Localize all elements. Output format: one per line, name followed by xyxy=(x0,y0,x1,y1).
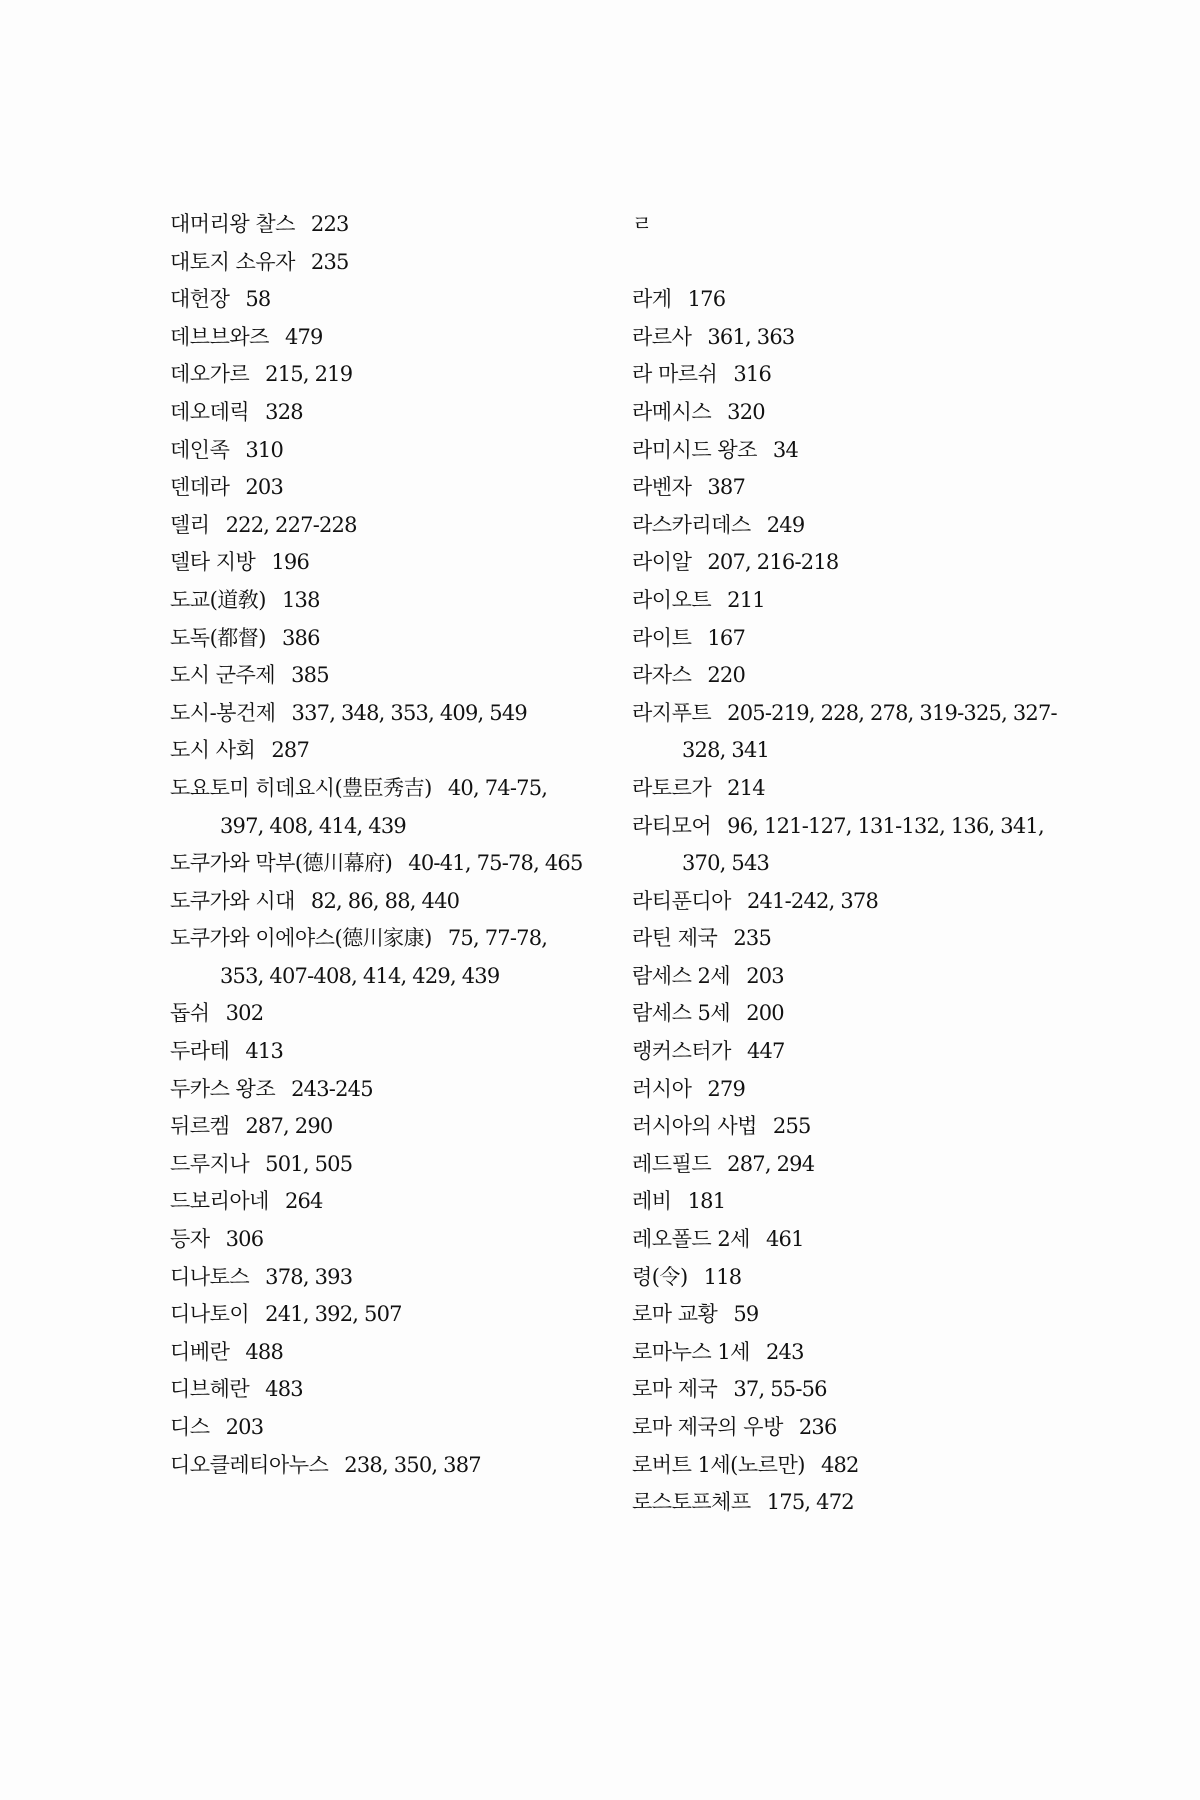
index-term: 디나토스 xyxy=(170,1264,250,1289)
index-pages: 255 xyxy=(772,1114,811,1139)
index-pages: 479 xyxy=(284,324,323,349)
index-entry xyxy=(632,432,1082,470)
index-pages: 385 xyxy=(291,663,329,688)
index-entry xyxy=(170,319,620,357)
index-entry xyxy=(170,356,620,394)
index-entry xyxy=(170,1221,620,1259)
index-pages-continued: 397, 408, 414, 439 xyxy=(220,813,406,838)
index-term: 도쿠가와 막부(德川幕府) xyxy=(170,851,393,876)
index-term: 랭커스터가 xyxy=(632,1039,731,1064)
index-term: 라 마르쉬 xyxy=(632,362,718,387)
index-pages: 461 xyxy=(765,1227,804,1252)
index-term: 도시 군주제 xyxy=(170,663,276,688)
index-term: 라메시스 xyxy=(632,399,712,424)
index-term: 로마누스 1세 xyxy=(632,1339,750,1364)
index-entry xyxy=(632,1183,1082,1221)
index-term: 도시 사회 xyxy=(170,738,256,763)
index-term: 도독(都督) xyxy=(170,625,266,650)
index-entry xyxy=(632,1371,1082,1409)
index-entry xyxy=(632,1484,1082,1522)
index-term: 대헌장 xyxy=(170,287,230,312)
index-pages: 249 xyxy=(766,512,805,537)
index-entry xyxy=(170,995,620,1033)
index-entry xyxy=(170,281,620,319)
index-column-right xyxy=(632,206,1082,1522)
index-term: 디스 xyxy=(170,1415,210,1439)
index-pages: 214 xyxy=(727,775,765,800)
index-term: 라토르가 xyxy=(632,775,712,800)
index-term: 라자스 xyxy=(632,663,692,688)
index-pages: 222, 227-228 xyxy=(225,512,357,537)
index-term: 데인족 xyxy=(170,437,230,462)
index-entry xyxy=(170,1071,620,1109)
index-pages: 37, 55-56 xyxy=(733,1377,827,1402)
index-term: 덴데라 xyxy=(170,475,230,500)
index-term: 라이트 xyxy=(632,625,692,650)
index-pages: 138 xyxy=(281,587,320,612)
index-pages: 361, 363 xyxy=(707,324,795,349)
index-pages: 176 xyxy=(687,287,726,312)
index-pages: 378, 393 xyxy=(265,1264,353,1289)
index-entry xyxy=(170,394,620,432)
index-entry xyxy=(170,1146,620,1184)
index-pages: 118 xyxy=(703,1264,742,1289)
index-pages: 287 xyxy=(271,738,310,763)
index-pages: 167 xyxy=(707,625,746,650)
index-term: 도교(道敎) xyxy=(170,587,266,612)
index-pages: 235 xyxy=(310,249,349,274)
index-term: 디베란 xyxy=(170,1339,230,1364)
index-entry xyxy=(170,432,620,470)
index-term: 레비 xyxy=(632,1189,672,1214)
index-term: 라벤자 xyxy=(632,475,692,500)
index-pages: 488 xyxy=(245,1339,284,1364)
index-term: 델리 xyxy=(170,512,210,537)
index-entry xyxy=(632,1071,1082,1109)
index-pages: 200 xyxy=(746,1001,784,1026)
index-term: 로버트 1세(노르만) xyxy=(632,1452,805,1477)
index-entry xyxy=(170,845,620,883)
index-entry xyxy=(632,770,1082,808)
index-entry xyxy=(170,244,620,282)
index-term: 도요토미 히데요시(豊臣秀吉) xyxy=(170,775,432,800)
index-pages: 316 xyxy=(733,362,772,387)
index-entry xyxy=(170,1409,620,1447)
index-term: 레오폴드 2세 xyxy=(632,1227,750,1252)
index-entry xyxy=(632,1108,1082,1146)
index-term: 드보리아네 xyxy=(170,1189,269,1214)
index-term: 도시-봉건제 xyxy=(170,700,276,725)
index-pages: 447 xyxy=(746,1039,785,1064)
index-entry xyxy=(170,1447,620,1485)
index-entry xyxy=(170,1033,620,1071)
index-term: 대토지 소유자 xyxy=(170,249,295,274)
index-term: 레드필드 xyxy=(632,1151,712,1176)
index-entry xyxy=(170,544,620,582)
index-entry xyxy=(632,1221,1082,1259)
index-pages: 287, 294 xyxy=(727,1151,815,1176)
index-term: 디나토이 xyxy=(170,1302,250,1327)
index-entry xyxy=(632,1259,1082,1297)
index-pages: 215, 219 xyxy=(265,362,353,387)
index-entry xyxy=(632,582,1082,620)
index-pages: 34 xyxy=(772,437,799,462)
index-entry xyxy=(632,544,1082,582)
index-term: 러시아 xyxy=(632,1076,692,1101)
index-pages: 287, 290 xyxy=(245,1114,333,1139)
index-term: 러시아의 사법 xyxy=(632,1114,757,1139)
index-entry xyxy=(632,808,1082,846)
index-term: 두라테 xyxy=(170,1039,230,1064)
index-pages: 235 xyxy=(733,926,772,951)
index-entry xyxy=(170,1334,620,1372)
index-entry xyxy=(170,695,620,733)
index-pages: 220 xyxy=(707,663,746,688)
index-term: 령(令) xyxy=(632,1264,688,1289)
index-pages: 59 xyxy=(733,1302,759,1327)
index-entry xyxy=(632,394,1082,432)
index-entry xyxy=(632,507,1082,545)
index-term: 라티모어 xyxy=(632,813,712,838)
index-pages: 328 xyxy=(265,399,303,424)
index-pages: 40-41, 75-78, 465 xyxy=(408,851,583,876)
index-term: 데브브와즈 xyxy=(170,324,269,349)
index-pages: 181 xyxy=(687,1189,726,1214)
index-term: 도쿠가와 이에야스(德川家康) xyxy=(170,926,432,951)
index-entry xyxy=(632,1146,1082,1184)
index-entry xyxy=(170,657,620,695)
section-letter: ㄹ xyxy=(632,212,653,236)
index-pages: 203 xyxy=(225,1415,264,1439)
index-pages: 58 xyxy=(245,287,271,312)
index-entry xyxy=(632,883,1082,921)
index-term: 데오데릭 xyxy=(170,399,250,424)
index-term: 돕쉬 xyxy=(170,1001,210,1026)
index-term: 람세스 5세 xyxy=(632,1001,731,1026)
index-term: 라게 xyxy=(632,287,672,312)
index-term: 델타 지방 xyxy=(170,550,256,575)
index-entry xyxy=(632,657,1082,695)
index-term: 디오클레티아누스 xyxy=(170,1452,329,1477)
index-entry xyxy=(632,1409,1082,1447)
index-pages: 501, 505 xyxy=(265,1151,353,1176)
index-term: 두카스 왕조 xyxy=(170,1076,276,1101)
index-entry xyxy=(170,770,620,808)
index-entry xyxy=(632,1296,1082,1334)
index-entry xyxy=(170,582,620,620)
index-term: 데오가르 xyxy=(170,362,250,387)
index-term: 라지푸트 xyxy=(632,700,712,725)
index-pages: 310 xyxy=(245,437,284,462)
index-term: 라이알 xyxy=(632,550,692,575)
index-term: 라스카리데스 xyxy=(632,512,751,537)
index-pages: 386 xyxy=(281,625,320,650)
index-entry xyxy=(170,1371,620,1409)
index-entry xyxy=(170,1296,620,1334)
index-pages: 306 xyxy=(225,1227,264,1252)
index-entry xyxy=(170,206,620,244)
index-entry xyxy=(170,507,620,545)
index-term: 라미시드 왕조 xyxy=(632,437,757,462)
index-pages: 241, 392, 507 xyxy=(265,1302,402,1327)
index-pages: 483 xyxy=(265,1377,303,1402)
index-entry xyxy=(170,1259,620,1297)
index-pages: 203 xyxy=(245,475,284,500)
index-pages: 223 xyxy=(310,212,349,236)
index-pages: 205-219, 228, 278, 319-325, 327- xyxy=(727,700,1057,725)
index-pages: 320 xyxy=(727,399,765,424)
index-term: 등자 xyxy=(170,1227,210,1252)
index-entry xyxy=(632,1447,1082,1485)
index-entry xyxy=(632,958,1082,996)
index-entry xyxy=(632,695,1082,733)
index-entry xyxy=(632,620,1082,658)
index-pages: 337, 348, 353, 409, 549 xyxy=(291,700,527,725)
index-entry xyxy=(632,356,1082,394)
index-entry xyxy=(170,1183,620,1221)
index-term: 로마 제국 xyxy=(632,1377,718,1402)
index-term: 디브헤란 xyxy=(170,1377,250,1402)
index-pages-continued: 353, 407-408, 414, 429, 439 xyxy=(220,963,500,988)
index-pages: 175, 472 xyxy=(766,1490,854,1515)
index-term: 로마 교황 xyxy=(632,1302,718,1327)
index-entry xyxy=(632,920,1082,958)
index-pages: 279 xyxy=(707,1076,746,1101)
index-pages: 196 xyxy=(271,550,310,575)
index-term: 라르사 xyxy=(632,324,692,349)
index-pages: 236 xyxy=(798,1415,837,1439)
index-term: 도쿠가와 시대 xyxy=(170,888,295,913)
index-term: 라이오트 xyxy=(632,587,712,612)
index-pages: 241-242, 378 xyxy=(746,888,879,913)
index-entry xyxy=(170,469,620,507)
index-pages: 40, 74-75, xyxy=(447,775,548,800)
index-pages-continued: 370, 543 xyxy=(682,851,770,876)
index-entry xyxy=(170,620,620,658)
index-term: 로스토프체프 xyxy=(632,1490,751,1515)
index-pages-continued: 328, 341 xyxy=(682,738,770,763)
index-term: 드루지나 xyxy=(170,1151,250,1176)
index-entry xyxy=(632,281,1082,319)
index-pages: 207, 216-218 xyxy=(707,550,839,575)
index-entry xyxy=(170,1108,620,1146)
index-entry xyxy=(632,1033,1082,1071)
index-pages: 96, 121-127, 131-132, 136, 341, xyxy=(727,813,1044,838)
index-term: 라티푼디아 xyxy=(632,888,731,913)
index-pages: 211 xyxy=(727,587,765,612)
index-pages: 75, 77-78, xyxy=(447,926,548,951)
index-pages: 387 xyxy=(707,475,746,500)
index-entry xyxy=(632,319,1082,357)
index-pages: 203 xyxy=(746,963,784,988)
index-pages: 482 xyxy=(820,1452,859,1477)
index-pages: 238, 350, 387 xyxy=(344,1452,481,1477)
index-pages: 243-245 xyxy=(291,1076,373,1101)
index-entry xyxy=(170,732,620,770)
index-term: 라틴 제국 xyxy=(632,926,718,951)
index-term: 대머리왕 찰스 xyxy=(170,212,295,236)
index-pages: 243 xyxy=(765,1339,804,1364)
index-term: 뒤르켐 xyxy=(170,1114,230,1139)
index-entry xyxy=(170,883,620,921)
index-entry xyxy=(632,1334,1082,1372)
index-pages: 302 xyxy=(225,1001,264,1026)
index-entry xyxy=(632,995,1082,1033)
index-term: 람세스 2세 xyxy=(632,963,731,988)
index-term: 로마 제국의 우방 xyxy=(632,1415,783,1439)
index-entry xyxy=(632,469,1082,507)
index-pages: 82, 86, 88, 440 xyxy=(310,888,460,913)
index-entry xyxy=(170,920,620,958)
index-column-left xyxy=(170,206,620,1484)
index-pages: 264 xyxy=(284,1189,323,1214)
index-pages: 413 xyxy=(245,1039,284,1064)
